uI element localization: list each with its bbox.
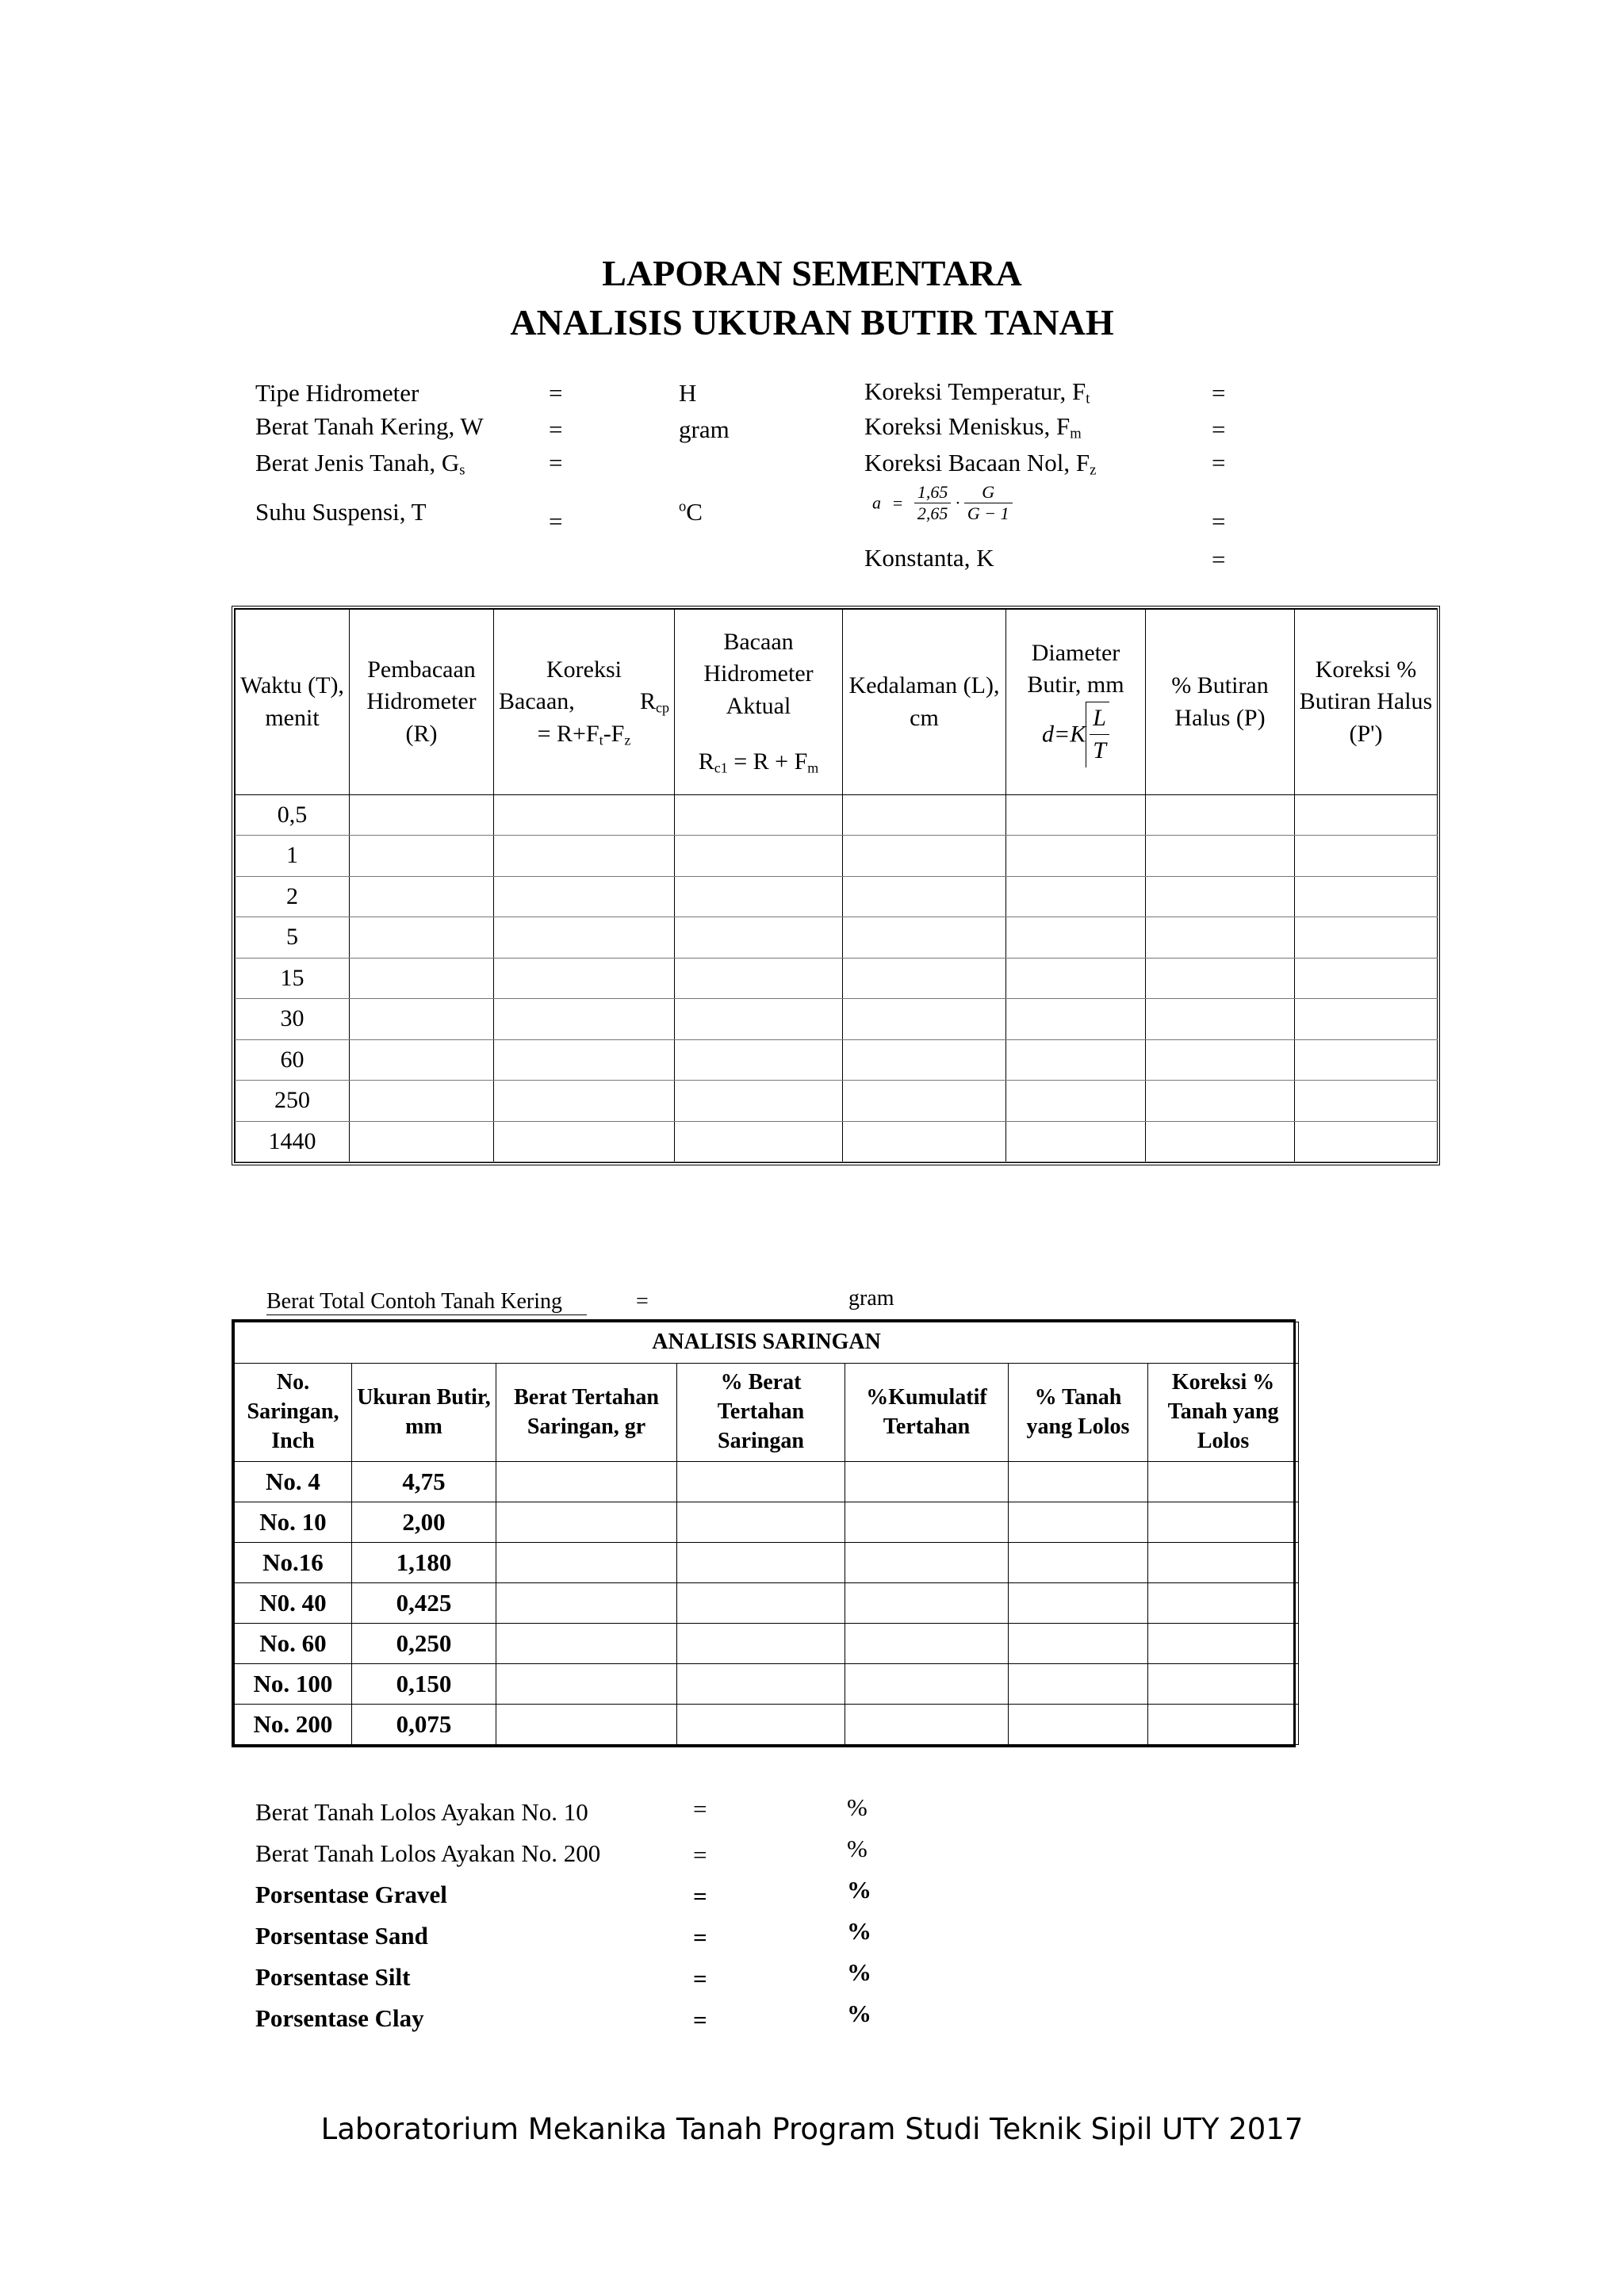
sieve-row xyxy=(235,1462,1299,1502)
sieve-size: 2,00 xyxy=(352,1502,496,1543)
sieve-no: No. 200 xyxy=(235,1705,352,1745)
sieve-header: % Tanah yang Lolos xyxy=(1009,1364,1148,1462)
summary-unit: % xyxy=(847,1835,868,1862)
summary-unit: % xyxy=(847,1999,871,2027)
time-cell: 1440 xyxy=(236,1121,350,1162)
summary-eq: = xyxy=(693,1795,707,1823)
sieve-total-underline xyxy=(266,1314,587,1315)
time-cell: 250 xyxy=(236,1081,350,1121)
info-eq: = xyxy=(549,507,563,535)
sieve-size: 0,425 xyxy=(352,1583,496,1624)
sieve-header: Ukuran Butir, mm xyxy=(352,1364,496,1462)
sieve-header: % Berat Tertahan Saringan xyxy=(677,1364,845,1462)
sieve-no: N0. 40 xyxy=(235,1583,352,1624)
summary-label-clay: Porsentase Clay xyxy=(255,2004,424,2032)
info-label-konstanta: Konstanta, K xyxy=(864,544,994,572)
summary-eq: = xyxy=(693,1923,707,1951)
time-cell: 2 xyxy=(236,876,350,916)
header-diameter: Diameter Butir, mm d=K $\frac{L}{T}$ xyxy=(1006,610,1146,795)
summary-unit: % xyxy=(847,1958,871,1986)
sieve-table xyxy=(232,1319,1296,1747)
report-subtitle: ANALISIS UKURAN BUTIR TANAH xyxy=(510,302,1114,342)
header-pembacaan: Pembacaan Hidrometer (R) xyxy=(350,610,494,795)
info-label-tipe: Tipe Hidrometer xyxy=(255,379,419,407)
info-eq: = xyxy=(1212,379,1226,407)
info-label-fz: Koreksi Bacaan Nol, $F_z$ xyxy=(864,449,1097,479)
summary-eq: = xyxy=(693,1965,707,1992)
summary-label-gravel: Porsentase Gravel xyxy=(255,1881,447,1908)
header-koreksi-bacaan: Koreksi Bacaan, $R_{cp}$ = $R+F_t-F_z$ xyxy=(494,610,675,795)
info-eq: = xyxy=(549,379,563,407)
time-cell: 15 xyxy=(236,958,350,998)
footer-text: Laboratorium Mekanika Tanah Program Studi Teknik Sipil UTY 2017 xyxy=(320,2112,1304,2146)
summary-eq: = xyxy=(693,1841,707,1869)
info-unit: gram xyxy=(679,415,730,443)
sieve-size: 4,75 xyxy=(352,1462,496,1502)
header-kedalaman: Kedalaman (L), cm xyxy=(843,610,1006,795)
sieve-no: No. 10 xyxy=(235,1502,352,1543)
sieve-size: 1,180 xyxy=(352,1543,496,1583)
sieve-row xyxy=(235,1543,1299,1583)
info-label-fm: Koreksi Meniskus, $F_m$ xyxy=(864,412,1082,442)
summary-label-lolos-200: Berat Tanah Lolos Ayakan No. 200 xyxy=(255,1839,601,1867)
header-koreksi-butiran: Koreksi % Butiran Halus (P') xyxy=(1295,610,1438,795)
sieve-row xyxy=(235,1664,1299,1705)
info-label-gs: Berat Jenis Tanah, $G_s$ xyxy=(255,449,465,479)
sieve-no: No. 4 xyxy=(235,1462,352,1502)
header-butiran-halus: % Butiran Halus (P) xyxy=(1146,610,1295,795)
summary-label-lolos-10: Berat Tanah Lolos Ayakan No. 10 xyxy=(255,1798,588,1826)
time-cell: 60 xyxy=(236,1039,350,1080)
summary-eq: = xyxy=(693,1882,707,1910)
sieve-row xyxy=(235,1583,1299,1624)
info-label-ft: Koreksi Temperatur, $F_t$ xyxy=(864,377,1090,408)
info-label-suhu: Suhu Suspensi, T xyxy=(255,498,427,526)
time-cell: 0,5 xyxy=(236,795,350,836)
sieve-header: Berat Tertahan Saringan, gr xyxy=(496,1364,677,1462)
sieve-size: 0,075 xyxy=(352,1705,496,1745)
info-eq: = xyxy=(1212,449,1226,476)
formula-a: a = $\frac{1,65}{2,65}$ · $\frac{G}{G - 1}$ xyxy=(872,482,1013,524)
sieve-total-eq: = xyxy=(636,1289,649,1314)
summary-eq: = xyxy=(693,2006,707,2034)
info-eq: = xyxy=(1212,507,1226,535)
summary-label-silt: Porsentase Silt xyxy=(255,1963,411,1991)
time-cell: 5 xyxy=(236,917,350,958)
sieve-row xyxy=(235,1502,1299,1543)
sieve-total-label: Berat Total Contoh Tanah Kering xyxy=(266,1289,562,1314)
info-eq: = xyxy=(549,449,563,476)
summary-unit: % xyxy=(847,1917,871,1945)
summary-unit: % xyxy=(847,1876,871,1904)
sieve-size: 0,150 xyxy=(352,1664,496,1705)
sieve-total-unit: gram xyxy=(848,1286,894,1311)
summary-label-sand: Porsentase Sand xyxy=(255,1922,428,1950)
hydrometer-table xyxy=(232,606,1440,1165)
sieve-header: No. Saringan, Inch xyxy=(235,1364,352,1462)
time-cell: 1 xyxy=(236,836,350,876)
sieve-row xyxy=(235,1705,1299,1745)
sieve-no: No. 100 xyxy=(235,1664,352,1705)
sieve-header: Koreksi % Tanah yang Lolos xyxy=(1148,1364,1299,1462)
sieve-size: 0,250 xyxy=(352,1624,496,1664)
sieve-row xyxy=(235,1624,1299,1664)
sieve-title: ANALISIS SARINGAN xyxy=(235,1322,1299,1364)
time-cell: 30 xyxy=(236,999,350,1039)
info-unit: H xyxy=(679,379,697,407)
sieve-header: %Kumulatif Tertahan xyxy=(845,1364,1009,1462)
info-label-berat: Berat Tanah Kering, W xyxy=(255,412,484,440)
header-bacaan-aktual: Bacaan Hidrometer Aktual $R_{c1} = R + F_m$ xyxy=(675,610,843,795)
info-eq: = xyxy=(1212,545,1226,573)
info-unit-celsius: $^o$C xyxy=(679,498,703,526)
header-waktu: Waktu (T), menit xyxy=(236,610,350,795)
summary-unit: % xyxy=(847,1793,868,1821)
sieve-no: No.16 xyxy=(235,1543,352,1583)
sieve-no: No. 60 xyxy=(235,1624,352,1664)
info-eq: = xyxy=(549,415,563,443)
report-title: LAPORAN SEMENTARA xyxy=(602,253,1022,293)
info-eq: = xyxy=(1212,415,1226,443)
